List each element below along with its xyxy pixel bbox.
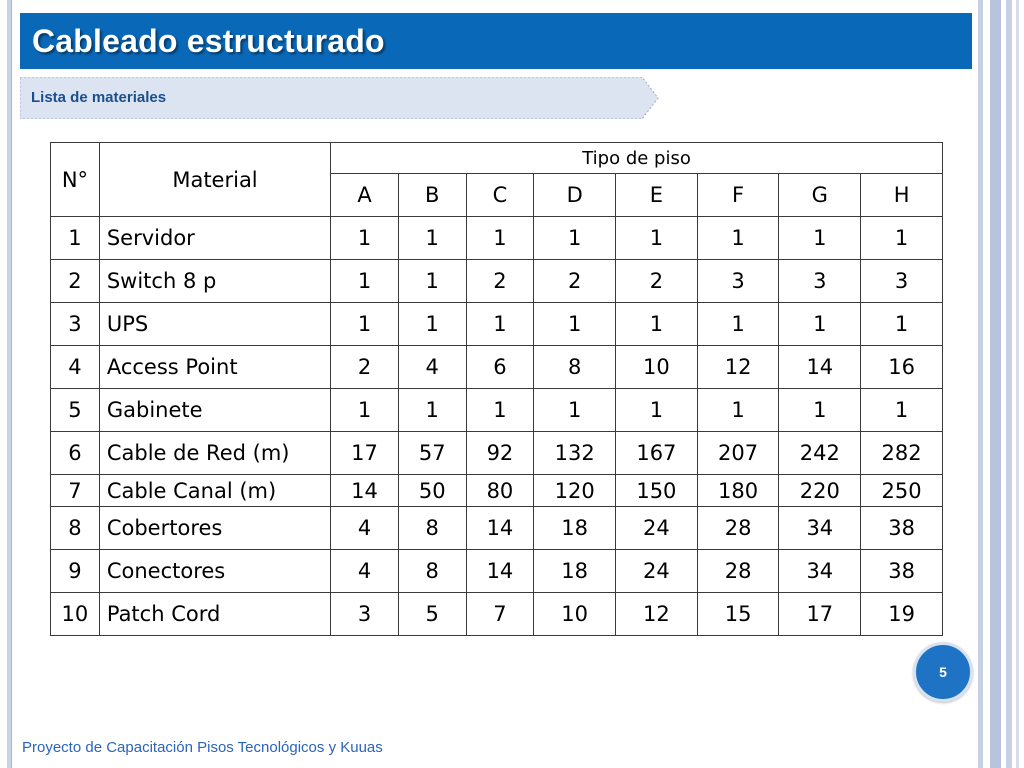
row-value: 220 <box>779 475 861 507</box>
row-value: 282 <box>861 432 943 475</box>
row-value: 50 <box>398 475 466 507</box>
row-material: Cobertores <box>99 507 330 550</box>
row-value: 1 <box>331 389 399 432</box>
row-value: 14 <box>331 475 399 507</box>
row-value: 1 <box>697 303 779 346</box>
row-value: 1 <box>466 303 534 346</box>
row-value: 12 <box>616 593 698 636</box>
row-value: 8 <box>534 346 616 389</box>
row-value: 4 <box>331 507 399 550</box>
row-value: 1 <box>331 217 399 260</box>
row-material: Switch 8 p <box>99 260 330 303</box>
header-col-g: G <box>779 174 861 217</box>
row-value: 16 <box>861 346 943 389</box>
row-number: 3 <box>51 303 100 346</box>
row-value: 8 <box>398 550 466 593</box>
row-value: 24 <box>616 507 698 550</box>
row-value: 38 <box>861 507 943 550</box>
row-value: 15 <box>697 593 779 636</box>
row-value: 14 <box>466 507 534 550</box>
row-value: 38 <box>861 550 943 593</box>
table-row <box>51 260 943 303</box>
table-row <box>51 217 943 260</box>
row-value: 17 <box>331 432 399 475</box>
table-row <box>51 346 943 389</box>
table-row <box>51 432 943 475</box>
row-value: 4 <box>331 550 399 593</box>
row-value: 7 <box>466 593 534 636</box>
slide-subtitle: Lista de materiales <box>31 89 167 106</box>
materials-table <box>50 142 943 636</box>
header-col-b: B <box>398 174 466 217</box>
row-value: 120 <box>534 475 616 507</box>
table-row <box>51 389 943 432</box>
row-value: 5 <box>398 593 466 636</box>
header-col-f: F <box>697 174 779 217</box>
right-frame-bar <box>978 0 983 768</box>
row-material: Gabinete <box>99 389 330 432</box>
row-value: 14 <box>466 550 534 593</box>
row-value: 18 <box>534 507 616 550</box>
row-number: 4 <box>51 346 100 389</box>
row-value: 92 <box>466 432 534 475</box>
row-value: 1 <box>534 217 616 260</box>
row-value: 1 <box>331 303 399 346</box>
row-value: 207 <box>697 432 779 475</box>
row-value: 167 <box>616 432 698 475</box>
row-number: 9 <box>51 550 100 593</box>
header-col-c: C <box>466 174 534 217</box>
row-value: 180 <box>697 475 779 507</box>
table-row <box>51 593 943 636</box>
row-value: 1 <box>616 303 698 346</box>
row-value: 1 <box>616 217 698 260</box>
row-value: 242 <box>779 432 861 475</box>
row-material: Access Point <box>99 346 330 389</box>
slide-title: Cableado estructurado <box>32 23 385 59</box>
row-value: 1 <box>779 389 861 432</box>
page-number-badge: 5 <box>913 642 973 702</box>
row-number: 1 <box>51 217 100 260</box>
row-value: 1 <box>466 217 534 260</box>
row-number: 5 <box>51 389 100 432</box>
row-material: Servidor <box>99 217 330 260</box>
row-value: 1 <box>616 389 698 432</box>
row-value: 4 <box>398 346 466 389</box>
row-value: 1 <box>861 303 943 346</box>
header-col-e: E <box>616 174 698 217</box>
right-frame-bar <box>1016 0 1019 768</box>
table-row <box>51 303 943 346</box>
row-value: 34 <box>779 550 861 593</box>
row-value: 1 <box>398 389 466 432</box>
row-value: 1 <box>534 303 616 346</box>
row-number: 2 <box>51 260 100 303</box>
row-number: 8 <box>51 507 100 550</box>
row-value: 2 <box>331 346 399 389</box>
row-value: 3 <box>779 260 861 303</box>
row-value: 1 <box>398 303 466 346</box>
row-value: 1 <box>398 217 466 260</box>
right-frame-bar <box>1006 0 1012 768</box>
row-value: 132 <box>534 432 616 475</box>
row-value: 1 <box>697 389 779 432</box>
table-body <box>51 217 943 636</box>
table-row <box>51 507 943 550</box>
row-value: 1 <box>779 217 861 260</box>
row-value: 1 <box>398 260 466 303</box>
row-material: Conectores <box>99 550 330 593</box>
right-frame-bar <box>990 0 1001 768</box>
title-bar <box>20 13 972 69</box>
row-value: 3 <box>861 260 943 303</box>
row-value: 2 <box>616 260 698 303</box>
row-value: 18 <box>534 550 616 593</box>
row-value: 24 <box>616 550 698 593</box>
row-value: 1 <box>534 389 616 432</box>
table-row <box>51 475 943 507</box>
row-value: 1 <box>861 217 943 260</box>
row-number: 7 <box>51 475 100 507</box>
row-value: 12 <box>697 346 779 389</box>
row-value: 150 <box>616 475 698 507</box>
row-value: 28 <box>697 507 779 550</box>
header-col-d: D <box>534 174 616 217</box>
row-value: 57 <box>398 432 466 475</box>
header-floor-type: Tipo de piso <box>331 143 943 174</box>
table-row <box>51 550 943 593</box>
row-value: 3 <box>331 593 399 636</box>
row-number: 6 <box>51 432 100 475</box>
row-value: 19 <box>861 593 943 636</box>
row-value: 1 <box>779 303 861 346</box>
header-col-a: A <box>331 174 399 217</box>
row-value: 8 <box>398 507 466 550</box>
row-value: 6 <box>466 346 534 389</box>
row-value: 17 <box>779 593 861 636</box>
row-value: 80 <box>466 475 534 507</box>
row-value: 34 <box>779 507 861 550</box>
row-value: 3 <box>697 260 779 303</box>
header-number: N° <box>51 143 100 217</box>
row-number: 10 <box>51 593 100 636</box>
row-value: 1 <box>331 260 399 303</box>
table-header-row <box>51 143 943 174</box>
row-material: Cable de Red (m) <box>99 432 330 475</box>
row-value: 2 <box>534 260 616 303</box>
row-value: 1 <box>861 389 943 432</box>
row-material: Cable Canal (m) <box>99 475 330 507</box>
row-value: 10 <box>534 593 616 636</box>
row-value: 14 <box>779 346 861 389</box>
row-material: Patch Cord <box>99 593 330 636</box>
footer-text: Proyecto de Capacitación Pisos Tecnológicos y Kuuas <box>22 739 383 756</box>
row-value: 2 <box>466 260 534 303</box>
row-value: 250 <box>861 475 943 507</box>
row-value: 1 <box>466 389 534 432</box>
row-value: 28 <box>697 550 779 593</box>
row-material: UPS <box>99 303 330 346</box>
row-value: 1 <box>697 217 779 260</box>
row-value: 10 <box>616 346 698 389</box>
subtitle-bar <box>20 77 660 119</box>
header-material: Material <box>99 143 330 217</box>
left-frame-line <box>7 0 12 768</box>
header-col-h: H <box>861 174 943 217</box>
